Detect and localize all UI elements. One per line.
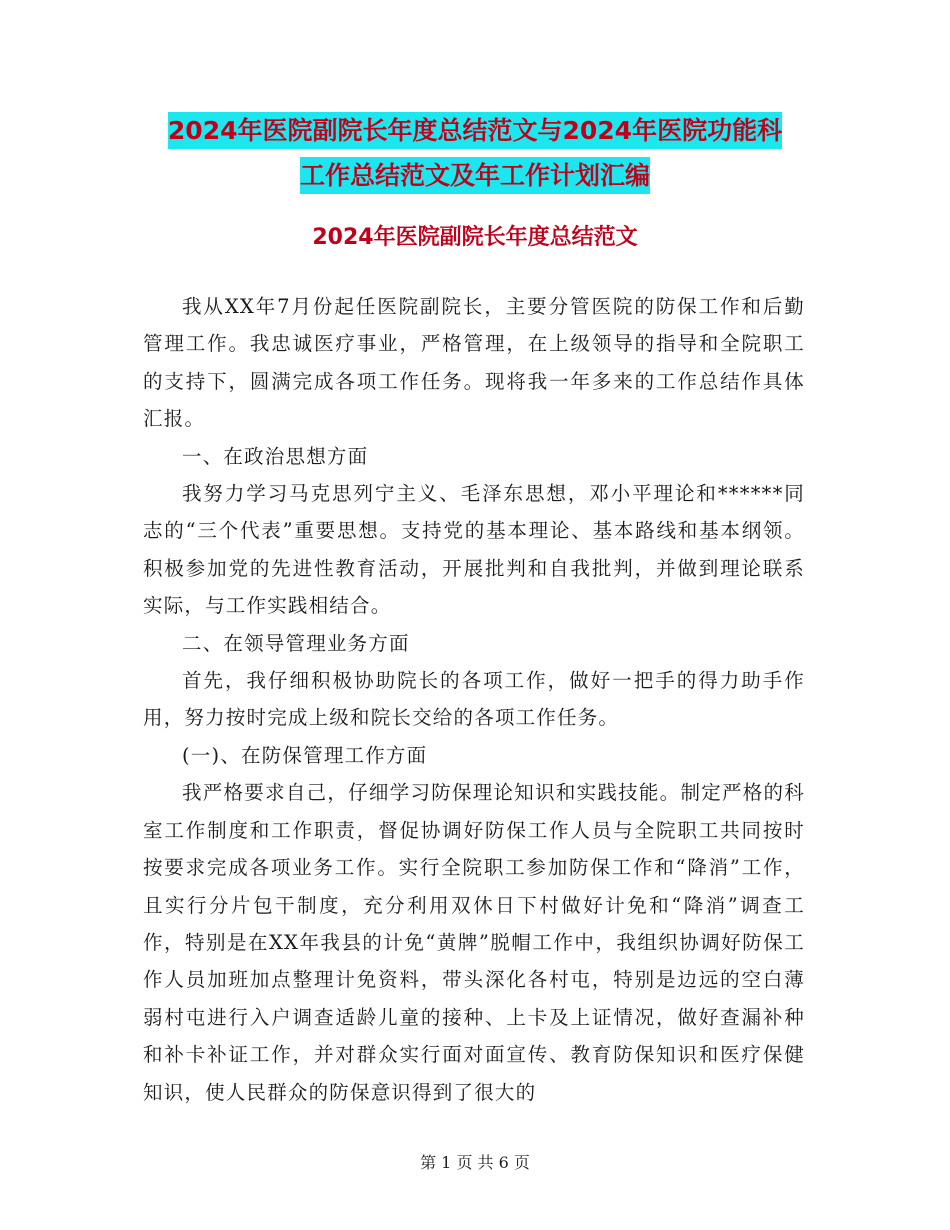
- document-body: [143, 288, 805, 1111]
- paragraph: 我从XX年7月份起任医院副院长，主要分管医院的防保工作和后勤管理工作。我忠诚医疗事业，严格管理，在上级领导的指导和全院职工的支持下，圆满完成各项工作任务。现将我一年多来的工作总结作具体汇报。: [143, 295, 805, 431]
- document-title-line-1: 2024年医院副院长年度总结范文与2024年医院功能科: [168, 112, 782, 149]
- heading-epidemic-prevention: (一)、在防保管理工作方面: [182, 743, 428, 767]
- section-title: 2024年医院副院长年度总结范文: [312, 225, 638, 250]
- heading-political-thought: 一、在政治思想方面: [182, 444, 369, 468]
- document-title-line-2: 工作总结范文及年工作计划汇编: [300, 157, 650, 194]
- paragraph: 首先，我仔细积极协助院长的各项工作，做好一把手的得力助手作用，努力按时完成上级和院长交给的各项工作任务。: [143, 669, 805, 730]
- document-title: [0, 108, 950, 198]
- paragraph: 我严格要求自己，仔细学习防保理论知识和实践技能。制定严格的科室工作制度和工作职责，督促协调好防保工作人员与全院职工共同按时按要求完成各项业务工作。实行全院职工参加防保工作和“降消”工作，且实行分片包干制度，充分利用双休日下村做好计免和“降消”调查工作，特别是在XX年我县的计免“黄牌”脱帽工作中，我组织协调好防保工作人员加班加点整理计免资料，带头深化各村屯，特别是边远的空白薄弱村屯进行入户调查适龄儿童的接种、上卡及上证情况，做好查漏补种和补卡补证工作，并对群众实行面对面宣传、教育防保知识和医疗保健知识，使人民群众的防保意识得到了很大的: [143, 781, 805, 1104]
- paragraph: 我努力学习马克思列宁主义、毛泽东思想，邓小平理论和******同志的“三个代表”重要思想。支持党的基本理论、基本路线和基本纲领。积极参加党的先进性教育活动，开展批判和自我批判，并做到理论联系实际，与工作实践相结合。: [143, 482, 805, 618]
- heading-leadership-management: 二、在领导管理业务方面: [182, 631, 410, 655]
- page-footer: 第 1 页 共 6 页: [420, 1153, 530, 1172]
